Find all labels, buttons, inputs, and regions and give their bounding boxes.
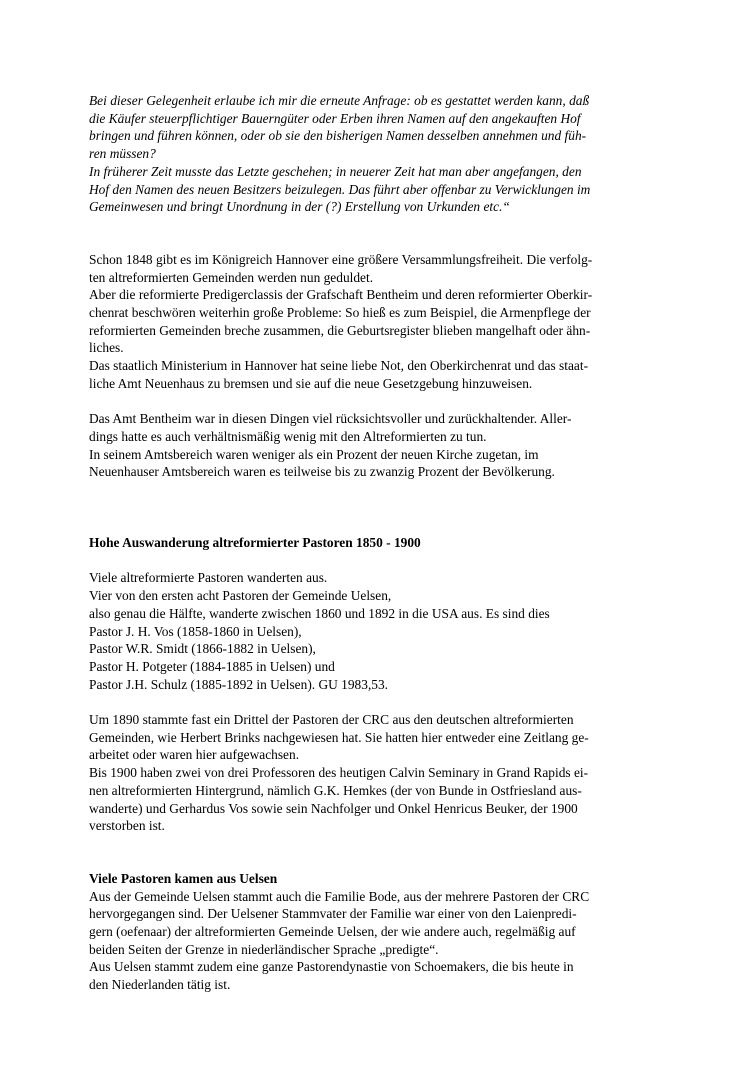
spacer [89, 216, 664, 251]
paragraph-line: ten altreformierten Gemeinden werden nun geduldet. [89, 269, 374, 285]
paragraph-line: Aber die reformierte Predigerclassis der Grafschaft Bentheim und deren reformierter Oberkir- [89, 287, 593, 303]
paragraph-pastoren-uelsen [89, 569, 664, 693]
paragraph-line: Pastor H. Potgeter (1884-1885 in Uelsen) und [89, 658, 335, 674]
paragraph-line: reformierten Gemeinden breche zusammen, die Geburtsregister blieben mangelhaft oder ähn- [89, 322, 591, 338]
quote-line: Hof den Namen des neuen Besitzers beizulegen. Das führt aber offenbar zu Verwicklungen im [89, 181, 591, 197]
quote-line: die Käufer steuerpflichtiger Bauerngüter oder Erben ihren Namen auf den angekauften Hof [89, 110, 581, 126]
paragraph-line: Bis 1900 haben zwei von drei Professoren des heutigen Calvin Seminary in Grand Rapids ei- [89, 765, 589, 781]
paragraph-line: Das staatlich Ministerium in Hannover hat seine liebe Not, den Oberkirchenrat und das staat- [89, 358, 589, 374]
paragraph-line: Pastor J.H. Schulz (1885-1892 in Uelsen). GU 1983,53. [89, 676, 389, 692]
paragraph-line: arbeitet oder waren hier aufgewachsen. [89, 747, 300, 763]
spacer [89, 552, 664, 570]
paragraph-line: Vier von den ersten acht Pastoren der Gemeinde Uelsen, [89, 588, 392, 604]
paragraph-line: Das Amt Bentheim war in diesen Dingen viel rücksichtsvoller und zurückhaltender. Aller- [89, 411, 572, 427]
paragraph-line: chenrat beschwören weiterhin große Probleme: So hieß es zum Beispiel, die Armenpflege der [89, 305, 591, 321]
paragraph-line: Aus Uelsen stammt zudem eine ganze Pastorendynastie von Schoemakers, die bis heute in [89, 959, 574, 975]
section-heading-uelsen: Viele Pastoren kamen aus Uelsen [89, 870, 278, 886]
paragraph-line: gern (oefenaar) der altreformierten Gemeinde Uelsen, der wie andere auch, regelmäßig auf [89, 924, 576, 940]
paragraph-line: nen altreformierten Hintergrund, nämlich G.K. Hemkes (der von Bunde in Ostfriesland aus- [89, 782, 582, 798]
paragraph-line: Neuenhauser Amtsbereich waren es teilweise bis zu zwanzig Prozent der Bevölkerung. [89, 464, 555, 480]
quote-block [89, 92, 664, 216]
paragraph-line: wanderte) und Gerhardus Vos sowie sein Nachfolger und Onkel Henricus Beuker, der 1900 [89, 800, 578, 816]
paragraph-line: Schon 1848 gibt es im Königreich Hannover eine größere Versammlungsfreiheit. Die verfolg- [89, 251, 593, 267]
paragraph-line: Viele altreformierte Pastoren wanderten aus. [89, 570, 328, 586]
paragraph-line: liches. [89, 340, 124, 356]
paragraph-line: Um 1890 stammte fast ein Drittel der Pastoren der CRC aus den deutschen altreformierten [89, 712, 574, 728]
paragraph-line: also genau die Hälfte, wanderte zwischen 1860 und 1892 in die USA aus. Es sind dies [89, 605, 550, 621]
paragraph-amt-bentheim [89, 410, 664, 481]
section-heading-auswanderung: Hohe Auswanderung altreformierter Pastoren 1850 - 1900 [89, 535, 421, 551]
quote-line: bringen und führen können, oder ob sie den bisherigen Namen desselben annehmen und füh- [89, 128, 587, 144]
spacer [89, 693, 664, 711]
paragraph-crc-1890 [89, 711, 664, 835]
paragraph-1848 [89, 251, 664, 393]
paragraph-line: hervorgegangen sind. Der Uelsener Stammvater der Familie war einer von den Laienpredi- [89, 906, 577, 922]
paragraph-line: liche Amt Neuenhaus zu bremsen und sie auf die neue Gesetzgebung hinzuweisen. [89, 375, 533, 391]
quote-line: Gemeinwesen und bringt Unordnung in der (?) Erstellung von Urkunden etc.“ [89, 199, 510, 215]
paragraph-line: In seinem Amtsbereich waren weniger als ein Prozent der neuen Kirche zugetan, im [89, 446, 539, 462]
paragraph-line: verstorben ist. [89, 818, 165, 834]
paragraph-line: Pastor W.R. Smidt (1866-1882 in Uelsen), [89, 641, 316, 657]
paragraph-line: beiden Seiten der Grenze in niederländischer Sprache „predigte“. [89, 941, 439, 957]
paragraph-line: den Niederlanden tätig ist. [89, 977, 231, 993]
spacer [89, 835, 664, 870]
paragraph-line: dings hatte es auch verhältnismäßig wenig mit den Altreformierten zu tun. [89, 428, 487, 444]
spacer [89, 393, 664, 411]
page-content [89, 92, 664, 994]
spacer [89, 481, 664, 534]
quote-line: Bei dieser Gelegenheit erlaube ich mir die erneute Anfrage: ob es gestattet werden kann, daß [89, 93, 590, 108]
paragraph-familie-bode [89, 888, 664, 994]
paragraph-line: Pastor J. H. Vos (1858-1860 in Uelsen), [89, 623, 302, 639]
quote-line: In früherer Zeit musste das Letzte geschehen; in neuerer Zeit hat man aber angefangen, den [89, 163, 582, 179]
quote-line: ren müssen? [89, 146, 156, 162]
paragraph-line: Aus der Gemeinde Uelsen stammt auch die Familie Bode, aus der mehrere Pastoren der CRC [89, 888, 590, 904]
paragraph-line: Gemeinden, wie Herbert Brinks nachgewiesen hat. Sie hatten hier entweder eine Zeitlang ge- [89, 729, 589, 745]
